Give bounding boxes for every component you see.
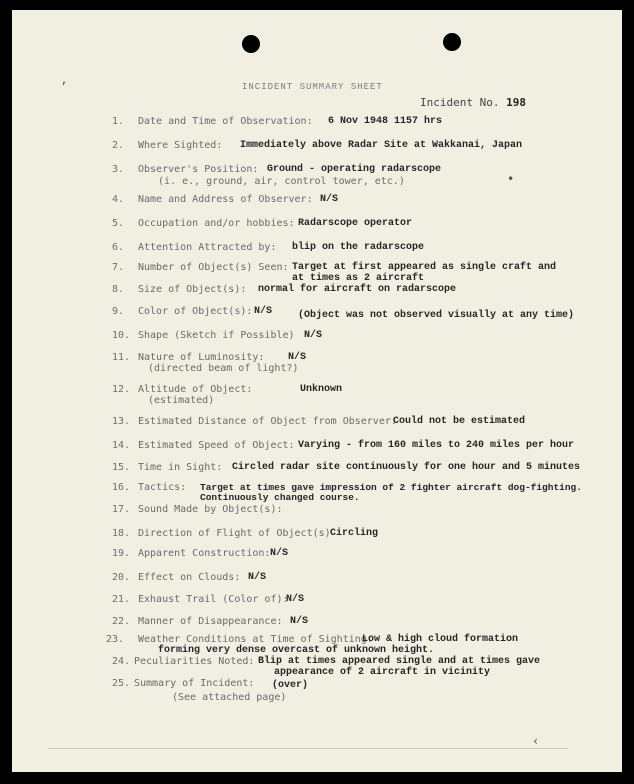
item-answer: (over) bbox=[272, 680, 309, 691]
item-number: 19. bbox=[112, 548, 131, 559]
item-answer: Unknown bbox=[300, 384, 343, 395]
item-label: Estimated Speed of Object: bbox=[138, 440, 295, 451]
item-label: Name and Address of Observer: bbox=[138, 194, 313, 205]
item-answer: Circled radar site continuously for one hour and 5 minutes bbox=[232, 462, 581, 473]
item-label: Where Sighted: bbox=[138, 140, 223, 151]
item-answer: N/S bbox=[254, 306, 273, 317]
item-number: 16. bbox=[112, 482, 131, 493]
item-answer: Target at first appeared as single craft and bbox=[292, 262, 557, 273]
item-label: Estimated Distance of Object from Observer: bbox=[138, 416, 397, 427]
item-answer-continued: at times as 2 aircraft bbox=[292, 273, 425, 284]
item-answer-continued: forming very dense overcast of unknown height. bbox=[158, 645, 435, 656]
item-answer: normal for aircraft on radarscope bbox=[258, 284, 457, 295]
item-answer: Target at times gave impression of 2 fighter aircraft dog-fighting. bbox=[200, 482, 582, 493]
document-title: INCIDENT SUMMARY SHEET bbox=[242, 82, 383, 92]
item-number: 13. bbox=[112, 416, 131, 427]
item-number: 15. bbox=[112, 462, 131, 473]
item-answer: N/S bbox=[320, 194, 339, 205]
punch-hole-right bbox=[443, 33, 461, 51]
item-number: 4. bbox=[112, 194, 125, 205]
item-number: 17. bbox=[112, 504, 131, 515]
item-number: 11. bbox=[112, 352, 131, 363]
item-label: Occupation and/or hobbies: bbox=[138, 218, 295, 229]
item-answer: Radarscope operator bbox=[298, 218, 413, 229]
item-answer: N/S bbox=[288, 352, 307, 363]
item-label: Date and Time of Observation: bbox=[138, 116, 313, 127]
item-sublabel: (estimated) bbox=[148, 395, 215, 406]
item-label: Observer's Position: bbox=[138, 164, 259, 175]
item-number: 18. bbox=[112, 528, 131, 539]
item-number: 20. bbox=[112, 572, 131, 583]
item-answer-continued: appearance of 2 aircraft in vicinity bbox=[274, 667, 491, 678]
item-number: 3. bbox=[112, 164, 125, 175]
item-number: 9. bbox=[112, 306, 125, 317]
item-sublabel: (i. e., ground, air, control tower, etc.) bbox=[158, 176, 405, 187]
item-answer: Low & high cloud formation bbox=[362, 634, 519, 645]
incident-number-value: 198 bbox=[506, 96, 526, 109]
item-number: 24. bbox=[112, 656, 131, 667]
item-number: 21. bbox=[112, 594, 131, 605]
incident-label: Incident No. bbox=[420, 96, 500, 109]
item-answer: N/S bbox=[304, 330, 323, 341]
item-number: 10. bbox=[112, 330, 131, 341]
item-answer: blip on the radarscope bbox=[292, 242, 425, 253]
item-label: Sound Made by Object(s): bbox=[138, 504, 283, 515]
stray-mark: ’ bbox=[60, 80, 68, 94]
item-label: Size of Object(s): bbox=[138, 284, 247, 295]
item-number: 22. bbox=[112, 616, 131, 627]
item-number: 2. bbox=[112, 140, 125, 151]
item-answer: N/S bbox=[248, 572, 267, 583]
item-label: Manner of Disappearance: bbox=[138, 616, 283, 627]
item-label: Weather Conditions at Time of Sighting: bbox=[138, 634, 373, 645]
item-answer: N/S bbox=[270, 548, 289, 559]
item-answer: Immediately above Radar Site at Wakkanai, Japan bbox=[240, 140, 523, 151]
item-number: 23. bbox=[106, 634, 125, 645]
stray-mark: ‹ bbox=[532, 734, 540, 748]
item-label: Attention Attracted by: bbox=[138, 242, 277, 253]
item-label: Altitude of Object: bbox=[138, 384, 253, 395]
item-label: Nature of Luminosity: bbox=[138, 352, 265, 363]
item-label: Number of Object(s) Seen: bbox=[138, 262, 289, 273]
item-answer-note: (Object was not observed visually at any time) bbox=[298, 310, 575, 321]
item-label: Color of Object(s): bbox=[138, 306, 253, 317]
stray-mark: • bbox=[507, 172, 515, 186]
item-answer: Blip at times appeared single and at times gave bbox=[258, 656, 541, 667]
item-label: Effect on Clouds: bbox=[138, 572, 241, 583]
item-number: 1. bbox=[112, 116, 125, 127]
item-number: 14. bbox=[112, 440, 131, 451]
item-label: Shape (Sketch if Possible) bbox=[138, 330, 295, 341]
item-label: Summary of Incident: bbox=[134, 678, 255, 689]
item-number: 25. bbox=[112, 678, 131, 689]
item-label: Exhaust Trail (Color of): bbox=[138, 594, 289, 605]
item-number: 8. bbox=[112, 284, 125, 295]
item-sublabel: (directed beam of light?) bbox=[148, 363, 299, 374]
item-answer: Ground - operating radarscope bbox=[267, 164, 442, 175]
item-label: Time in Sight: bbox=[138, 462, 223, 473]
item-answer: Could not be estimated bbox=[393, 416, 526, 427]
document-page bbox=[12, 10, 622, 772]
item-number: 7. bbox=[112, 262, 125, 273]
incident-number bbox=[420, 96, 526, 109]
item-number: 5. bbox=[112, 218, 125, 229]
item-answer: 6 Nov 1948 1157 hrs bbox=[328, 116, 443, 127]
item-answer: N/S bbox=[286, 594, 305, 605]
item-label: Tactics: bbox=[138, 482, 187, 493]
item-label: Direction of Flight of Object(s) bbox=[138, 528, 331, 539]
item-answer: Varying - from 160 miles to 240 miles per hour bbox=[298, 440, 575, 451]
item-answer: Circling bbox=[330, 528, 379, 539]
item-sublabel: (See attached page) bbox=[172, 692, 287, 703]
page-edge-line bbox=[48, 748, 568, 749]
item-number: 12. bbox=[112, 384, 131, 395]
item-label: Peculiarities Noted: bbox=[134, 656, 255, 667]
item-answer: N/S bbox=[290, 616, 309, 627]
punch-hole-left bbox=[242, 35, 260, 53]
item-label: Apparent Construction: bbox=[138, 548, 271, 559]
item-number: 6. bbox=[112, 242, 125, 253]
item-answer-continued: Continuously changed course. bbox=[200, 492, 360, 503]
